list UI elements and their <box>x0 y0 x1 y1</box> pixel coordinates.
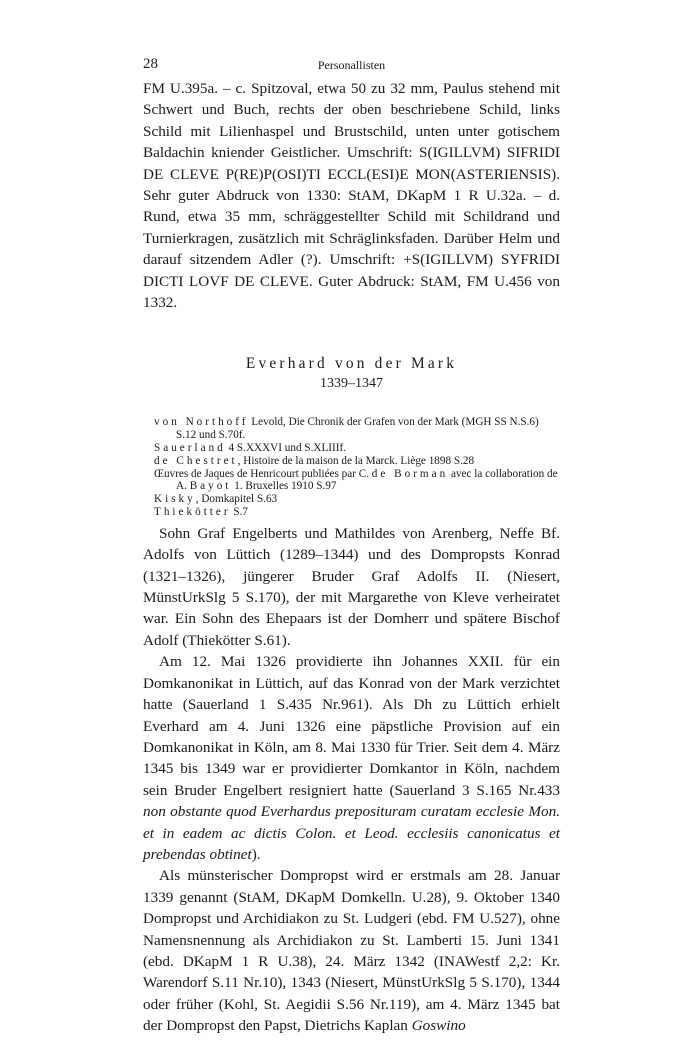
canonry-paragraph: Am 12. Mai 1326 providierte ihn Johannes XXII. für ein Domkanonikat in Lüttich, auf das Konrad von der Mark verzichtet hatte (Sauerland 1 S.435 Nr.961). Als Dh zu Lüttich erhielt Everhard am 4. Juni 1326 eine päpstliche Provision auf ein Domkanonikat in Köln, am 8. Mai 1330 für Trier. Seit dem 4. März 1345 bis 1349 war er providierter Domkantor in Köln, nachdem sein Bruder Engelbert resigniert hatte (Sauerland 3 S.165 Nr.433 non obstante quod Everhardus preposituram curatam ecclesie Mon. et in eadem ac dictis Colon. et Leod. ecclesiis canonicatus et prebendas obtinet). <box>143 653 560 863</box>
bibliography-entry: Sauerland 4 S.XXXVI und S.XLIIIf. <box>154 442 346 455</box>
provost-paragraph: Als münsterischer Dompropst wird er erstmals am 28. Januar 1339 genannt (StAM, DKapM Domkelln. U.28), 9. Oktober 1340 Dompropst und Archidiakon zu St. Ludgeri (ebd. FM U.527), ohne Namensnennung als Archidiakon zu St. Lamberti 15. Juni 1341 (ebd. DKapM 1 R U.38), 24. März 1342 (INAWestf 2,2: Kr. Warendorf S.11 Nr.10), 1343 (Niesert, MünstUrkSlg 5 S.170), 1344 oder früher (Kohl, St. Aegidii S.56 Nr.119), am 4. März 1345 bat der Dompropst den Papst, Dietrichs Kaplan Goswino <box>143 867 560 1035</box>
section-title: Everhard von der Mark <box>245 355 458 373</box>
bibliography-entry: von Northoff Levold, Die Chronik der Grafen von der Mark (MGH SS N.S.6) S.12 und S.70f. <box>154 416 539 442</box>
section-years: 1339–1347 <box>320 376 383 392</box>
section-heading <box>143 353 560 394</box>
running-title: Personallisten <box>317 58 386 72</box>
latin-name: Goswino <box>411 1017 466 1035</box>
bibliography-entry: Œuvres de Jaques de Henricourt publiées par C. de Borman avec la collaboration de A. Bayot 1. Bruxelles 1910 S.97 <box>154 467 558 493</box>
seal-description-paragraph: FM U.395a. – c. Spitzoval, etwa 50 zu 32 mm, Paulus stehend mit Schwert und Buch, rechts der oben beschriebene Schild, links Schild mit Lilienhaspel und Brustschild, unten unter gotischem Baldachin kniender Geistlicher. Umschrift: S(IGILLVM) SIFRIDI DE CLEVE P(RE)P(OSI)TI ECCL(ESI)E MON(ASTERIENSIS). Sehr guter Abdruck von 1330: StAM, DKapM 1 R U.32a. – d. Rund, etwa 35 mm, schräggestellter Schild mit Schildrand und Turnierkragen, zusätzlich mit Schräglinksfaden. Darüber Helm und darauf sitzendem Adler (?). Umschrift: +S(IGILLVM) SYFRIDI DICTI LOVF DE CLEVE. Guter Abdruck: StAM, FM U.456 von 1332. <box>143 80 560 312</box>
latin-quote: non obstante quod Everhardus preposituram curatam ecclesie Mon. et in eadem ac dictis Colon. et Leod. ecclesiis canonicatus et prebendas obtinet <box>143 803 560 863</box>
biography-paragraph: Sohn Graf Engelberts und Mathildes von Arenberg, Neffe Bf. Adolfs von Lüttich (1289–1344) und des Dompropsts Konrad (1321–1326), jüngerer Bruder Graf Adolfs II. (Niesert, MünstUrkSlg 5 S.170), der mit Margarethe von Kleve verheiratet war. Ein Sohn des Ehepaars ist der Domherr und spätere Bischof Adolf (Thiekötter S.61). <box>143 524 560 649</box>
bibliography-entry: Thiekötter S.7 <box>154 506 249 519</box>
page-header <box>143 56 560 78</box>
bibliography-entry: de Chestret, Histoire de la maison de la Marck. Liège 1898 S.28 <box>154 454 475 467</box>
page-number: 28 <box>143 56 158 72</box>
bibliography-list <box>143 416 560 518</box>
bibliography-entry: Kisky, Domkapitel S.63 <box>154 493 278 506</box>
document-page <box>143 56 560 1037</box>
